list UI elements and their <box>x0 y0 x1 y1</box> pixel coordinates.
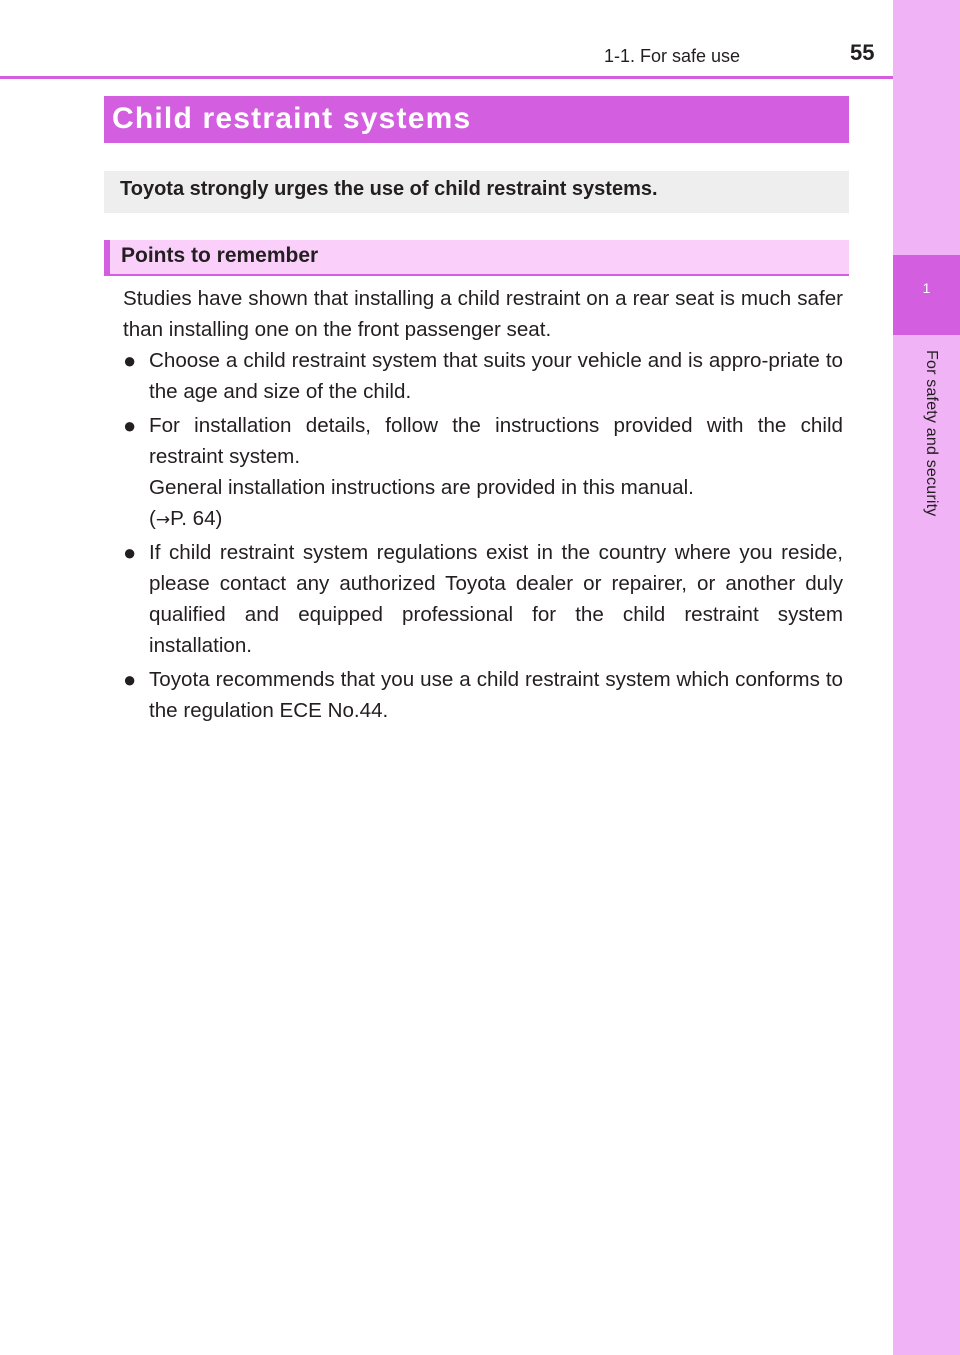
subheading-bar <box>104 240 849 274</box>
header-divider <box>0 76 893 79</box>
page-reference <box>149 503 843 536</box>
list-item-content <box>149 410 843 536</box>
title-bar <box>104 96 849 143</box>
chapter-number: 1 <box>922 280 931 296</box>
intro-paragraph: Studies have shown that installing a child restraint on a rear seat is much safer than installing one on the front passenger seat. <box>123 287 843 341</box>
list-item-text: For installation details, follow the instructions provided with the child restraint system. <box>149 414 843 468</box>
bullet-icon: ● <box>123 413 137 438</box>
ref-open: ( <box>149 507 156 530</box>
chapter-number-box <box>893 255 960 335</box>
bullet-icon: ● <box>123 667 137 692</box>
summary-text: Toyota strongly urges the use of child restraint systems. <box>120 178 658 200</box>
subheading: Points to remember <box>121 244 319 267</box>
bullet-icon: ● <box>123 540 137 565</box>
list-item-text: Toyota recommends that you use a child restraint system which conforms to the regulation ECE No.44. <box>149 668 843 722</box>
list-item-text-secondary: General installation instructions are provided in this manual. <box>149 476 694 499</box>
ref-label: P. 64) <box>170 507 223 530</box>
page-title: Child restraint systems <box>112 102 472 135</box>
list-item-text: Choose a child restraint system that suits your vehicle and is appro-priate to the age and size of the child. <box>149 349 843 403</box>
bullet-icon: ● <box>123 348 137 373</box>
arrow-right-icon: → <box>155 510 171 530</box>
chapter-title: For safety and security <box>923 350 940 517</box>
side-chapter-tab <box>893 0 960 1355</box>
section-header: 1-1. For safe use <box>604 46 741 66</box>
summary-box <box>104 171 849 213</box>
list-item-text: If child restraint system regulations exist in the country where you reside, please contact any authorized Toyota dealer or repairer, or another duly qualified and equipped professional for the child restraint system installation. <box>149 541 843 657</box>
page-number: 55 <box>850 40 875 65</box>
